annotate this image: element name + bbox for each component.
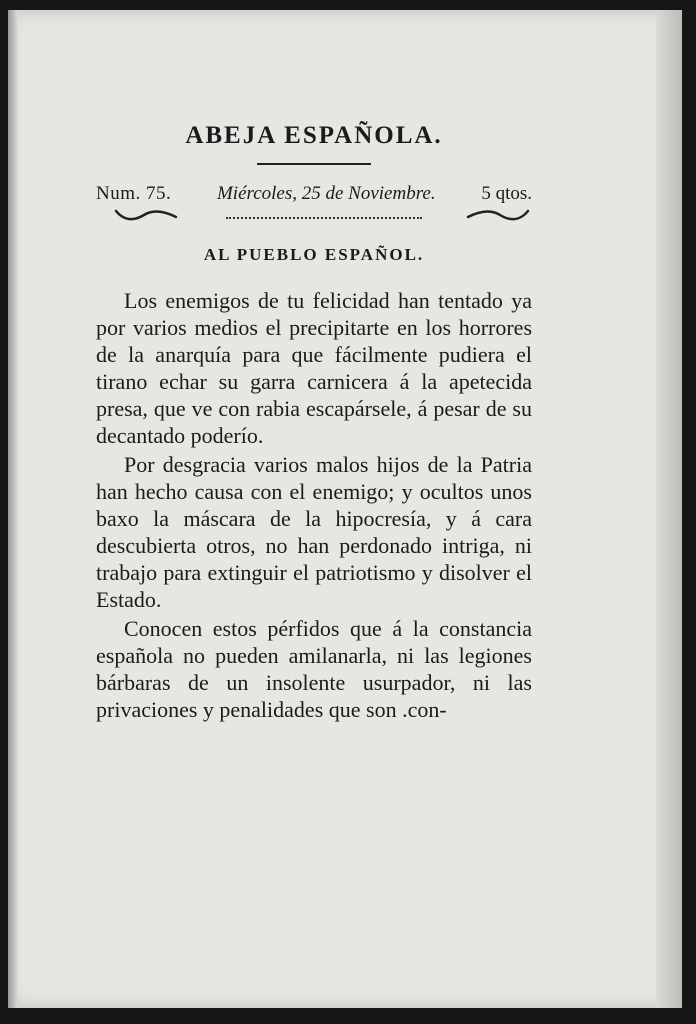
newspaper-title: ABEJA ESPAÑOLA. xyxy=(185,122,443,149)
article-body xyxy=(96,287,532,723)
issue-price: 5 qtos. xyxy=(481,183,532,204)
page-edge-shadow xyxy=(656,10,682,1008)
swash-ornament-right-icon xyxy=(466,207,530,221)
ornament-row xyxy=(96,205,532,231)
issue-line xyxy=(96,183,532,205)
issue-date: Miércoles, 25 de Noviembre. xyxy=(216,183,436,204)
issue-number: Num. 75. xyxy=(96,183,172,204)
swash-ornament-left-icon xyxy=(114,207,178,221)
article-heading: AL PUEBLO ESPAÑOL. xyxy=(203,245,425,264)
binding-edge xyxy=(8,10,18,1008)
dotted-rule xyxy=(226,217,422,219)
title-rule xyxy=(257,163,371,165)
paragraph: Conocen estos pérfidos que á la constancia española no pueden amilanarla, ni las legiones bárbaras de un insolente usurpador, ni las privaciones y penalidades que son .con- xyxy=(96,616,532,722)
paper-sheet xyxy=(8,10,682,1008)
paragraph: Los enemigos de tu felicidad han tentado ya por varios medios el precipitarte en los horrores de la anarquía para que fácilmente pudiera el tirano echar su garra carnicera á la apetecida presa, que ve con rabia escapársele, á pesar de su decantado poderío. xyxy=(96,288,532,448)
paragraph: Por desgracia varios malos hijos de la Patria han hecho causa con el enemigo; y ocultos unos baxo la máscara de la hipocresía, y á cara descubierta otros, no han perdonado intriga, ni trabajo para extinguir el patriotismo y disolver el Estado. xyxy=(96,452,532,612)
page-content xyxy=(96,110,532,723)
